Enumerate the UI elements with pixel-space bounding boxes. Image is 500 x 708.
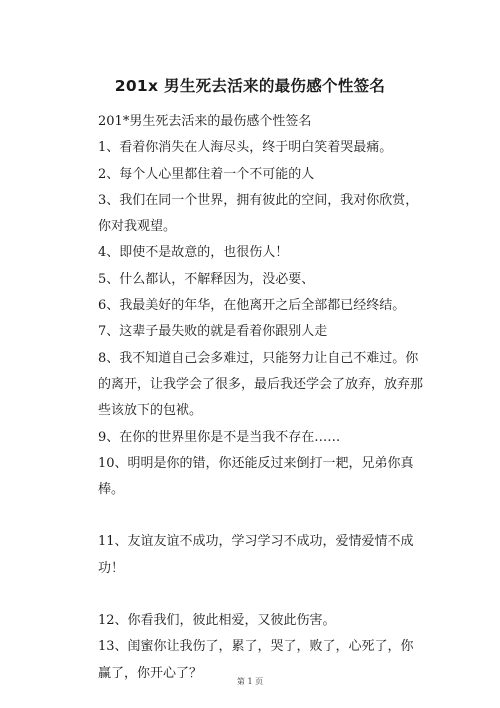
- list-item-11: 11、友谊友谊不成功，学习学习不成功，爱情爱情不成功！: [98, 534, 414, 576]
- list-item-9: 9、在你的世界里你是不是当我不存在……: [98, 429, 341, 445]
- list-item-3: 3、我们在同一个世界，拥有彼此的空间，我对你欣赏，你对我观望。: [98, 192, 419, 235]
- list-item-4: 4、即使不是故意的，也很伤人！: [98, 245, 289, 261]
- paragraph-gap: [98, 503, 424, 529]
- document-title: 201x 男生死去活来的最伤感个性签名: [114, 77, 386, 95]
- list-item-12: 12、你看我们，彼此相爱，又彼此伤害。: [98, 613, 336, 629]
- subtitle: 201*男生死去活来的最伤感个性签名: [98, 114, 312, 129]
- list-item-10: 10、明明是你的错，你还能反过来倒打一耙，兄弟你真棒。: [98, 455, 414, 498]
- paragraph-gap: [98, 582, 424, 608]
- list-item-1: 1、看着你消失在人海尽头，终于明白笑着哭最痛。: [98, 140, 393, 156]
- list-item-5: 5、什么都认，不解释因为，没必要、: [98, 271, 315, 287]
- list-item-8: 8、我不知道自己会多难过，只能努力让自己不难过。你的离开，让我学会了很多，最后我还学会了放弃，放弃那些该放下的包袱。: [98, 350, 424, 419]
- list-item-2: 2、每个人心里都住着一个不可能的人: [98, 166, 315, 182]
- list-item-13: 13、闺蜜你让我伤了，累了，哭了，败了，心死了，你赢了，你开心了？: [98, 639, 414, 681]
- page-number: 第 1 页: [236, 677, 264, 686]
- list-item-6: 6、我最美好的年华，在他离开之后全部都已经终结。: [98, 298, 406, 314]
- document-body: [98, 109, 424, 687]
- list-item-7: 7、这辈子最失败的就是看着你跟别人走: [98, 324, 328, 340]
